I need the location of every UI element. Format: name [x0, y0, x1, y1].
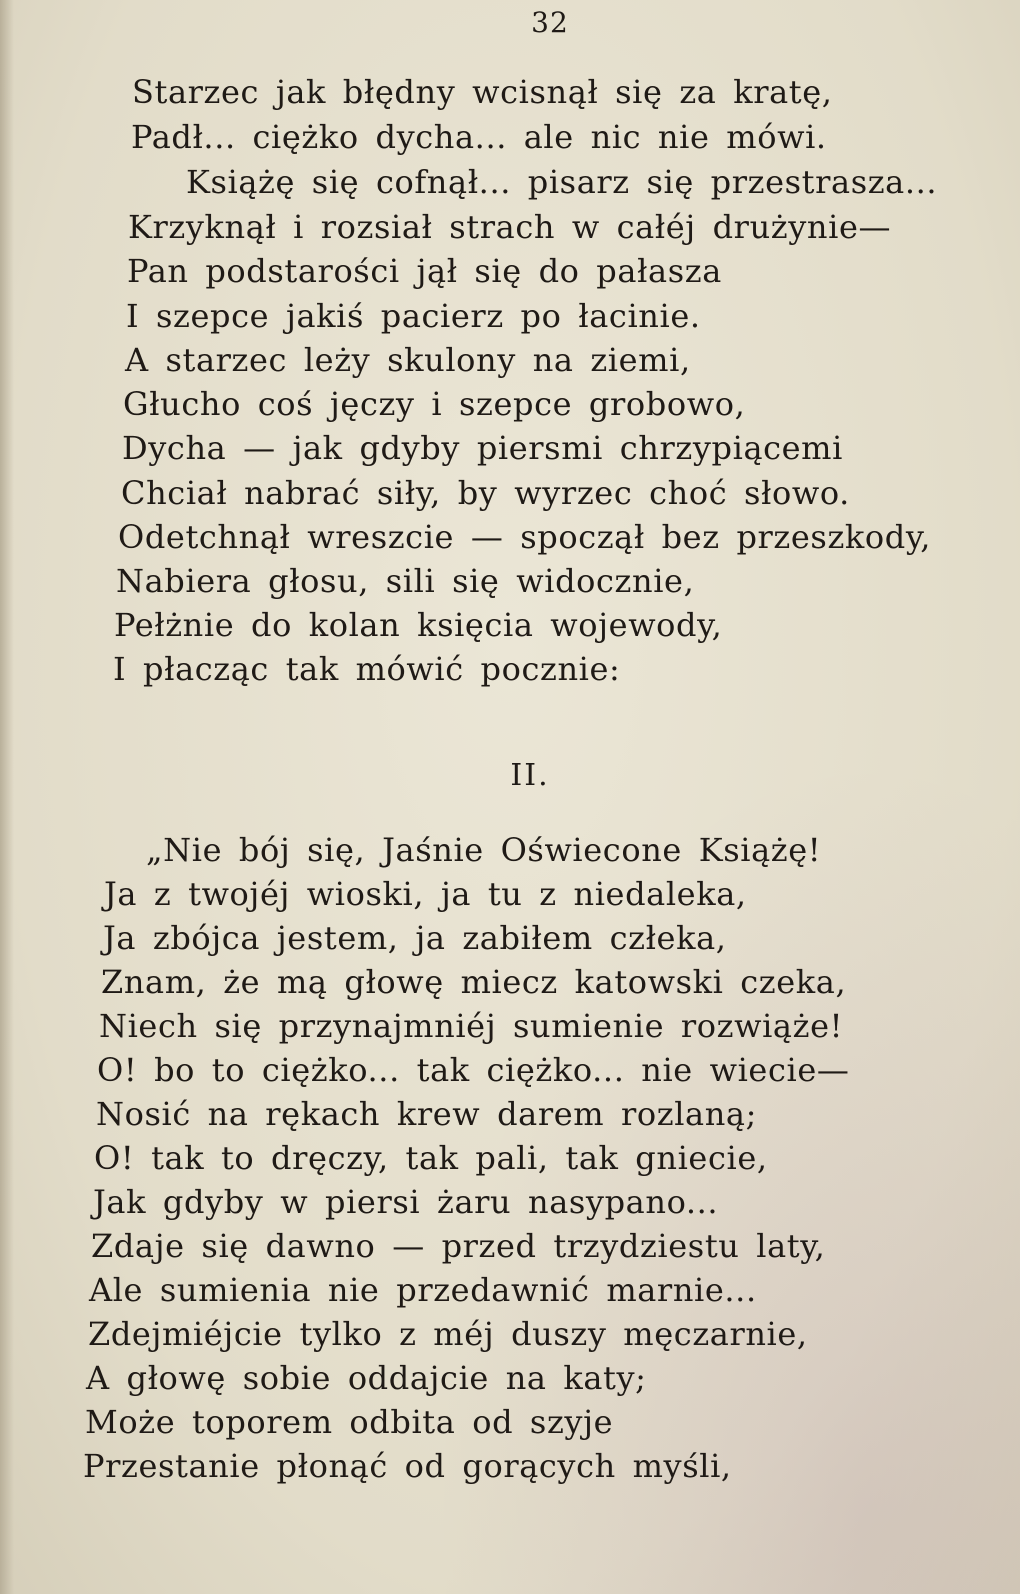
poem-line: „Nie bój się, Jaśnie Oświecone Książę! — [146, 831, 822, 869]
poem-line: Niech się przynajmniéj sumienie rozwiąże! — [99, 1007, 844, 1045]
poem-line: Jak gdyby w piersi żaru nasypano... — [93, 1183, 719, 1221]
poem-line: Zdejmiéjcie tylko z méj duszy męczarnie, — [88, 1315, 808, 1353]
poem-line: Chciał nabrać siły, by wyrzec choć słowo. — [121, 474, 850, 512]
poem-line: Przestanie płonąć od gorących myśli, — [83, 1447, 732, 1485]
poem-line: I szepce jakiś pacierz po łacinie. — [126, 297, 701, 335]
poem-line: Ja z twojéj wioski, ja tu z niedaleka, — [104, 875, 747, 913]
poem-line: Nosić na rękach krew darem rozlaną; — [96, 1095, 757, 1133]
poem-line: Starzec jak błędny wcisnął się za kratę, — [132, 73, 833, 111]
poem-line: Krzyknął i rozsiał strach w całéj drużynie— — [128, 208, 892, 246]
poem-line: Nabiera głosu, sili się widocznie, — [116, 562, 695, 600]
poem-line: Pełżnie do kolan księcia wojewody, — [114, 606, 723, 644]
poem-line: Odetchnął wreszcie — spoczął bez przeszkody, — [118, 518, 932, 556]
poem-line: Może toporem odbita od szyje — [85, 1403, 614, 1441]
poem-line: Książę się cofnął... pisarz się przestrasza... — [186, 163, 938, 201]
section-heading: II. — [510, 758, 550, 793]
poem-line: A głowę sobie oddajcie na katy; — [86, 1359, 647, 1397]
poem-line: Głucho coś jęczy i szepce grobowo, — [123, 385, 746, 423]
page-number: 32 — [531, 6, 569, 39]
poem-line: O! tak to dręczy, tak pali, tak gniecie, — [94, 1139, 768, 1177]
poem-line: Dycha — jak gdyby piersmi chrzypiącemi — [122, 429, 843, 467]
poem-line: Znam, że mą głowę miecz katowski czeka, — [101, 963, 847, 1001]
poem-line: Padł... ciężko dycha... ale nic nie mówi. — [131, 118, 827, 156]
poem-line: A starzec leży skulony na ziemi, — [125, 341, 691, 379]
poem-line: Ja zbójca jestem, ja zabiłem człeka, — [103, 919, 727, 957]
poem-line: O! bo to ciężko... tak ciężko... nie wiecie— — [97, 1051, 850, 1089]
poem-line: Pan podstarości jął się do pałasza — [127, 252, 722, 290]
poem-line: Zdaje się dawno — przed trzydziestu laty, — [91, 1227, 826, 1265]
poem-line: I płacząc tak mówić pocznie: — [113, 650, 621, 688]
poem-line: Ale sumienia nie przedawnić marnie... — [89, 1271, 757, 1309]
